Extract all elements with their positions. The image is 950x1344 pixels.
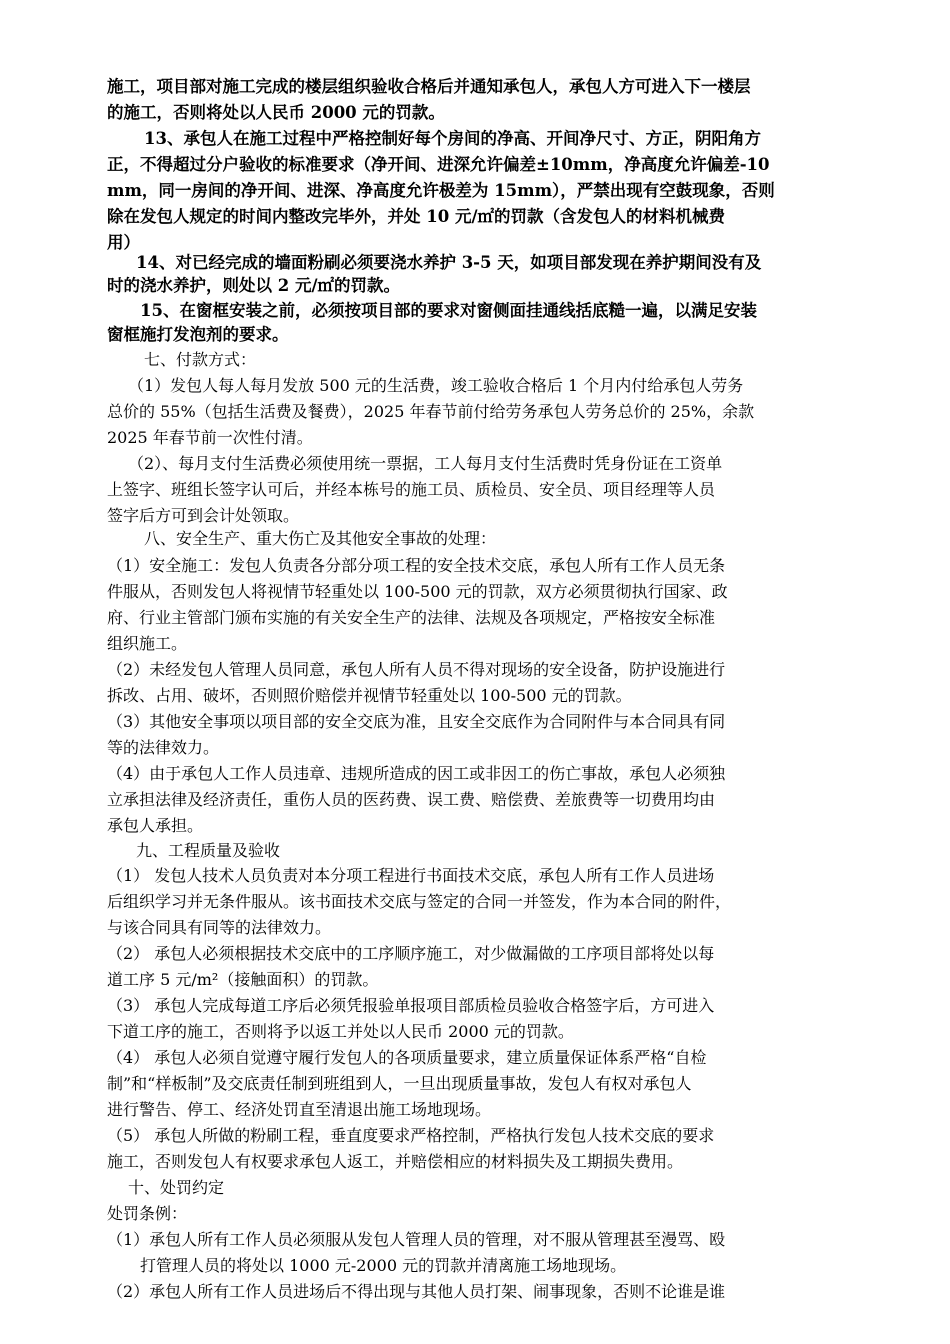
text-line: 件服从，否则发包人将视情节轻重处以 100-500 元的罚款，双方必须贯彻执行国家、政 xyxy=(107,582,728,601)
text-line: 府、行业主管部门颁布实施的有关安全生产的法律、法规及各项规定，严格按安全标准 xyxy=(107,608,716,627)
text-line: 道工序 5 元/m²（接触面积）的罚款。 xyxy=(107,970,379,989)
text-line: （5） 承包人所做的粉刷工程，垂直度要求严格控制，严格执行发包人技术交底的要求 xyxy=(107,1126,715,1145)
text-line: 与该合同具有同等的法律效力。 xyxy=(107,918,332,937)
text-line: 除在发包人规定的时间内整改完毕外，并处 10 元/㎡的罚款（含发包人的材料机械费 xyxy=(107,207,725,226)
text-line: （2）、每月支付生活费必须使用统一票据，工人每月支付生活费时凭身份证在工资单 xyxy=(128,454,723,473)
text-line: （4）由于承包人工作人员违章、违规所造成的因工或非因工的伤亡事故，承包人必须独 xyxy=(107,764,726,783)
text-line: 后组织学习并无条件服从。该书面技术交底与签定的合同一并签发，作为本合同的附件， xyxy=(107,892,732,911)
text-line: 制”和“样板制”及交底责任制到班组到人，一旦出现质量事故，发包人有权对承包人 xyxy=(107,1074,692,1093)
text-line: 承包人承担。 xyxy=(107,816,204,835)
text-line: 2025 年春节前一次性付清。 xyxy=(107,428,313,447)
section-heading-quality: 九、工程质量及验收 xyxy=(136,841,281,860)
text-line: 签字后方可到会计处领取。 xyxy=(107,506,300,525)
text-line: 窗框施打发泡剂的要求。 xyxy=(107,325,289,344)
text-line: （1）发包人每人每月发放 500 元的生活费，竣工验收合格后 1 个月内付给承包人劳务 xyxy=(128,376,744,395)
text-line: 时的浇水养护，则处以 2 元/㎡的罚款。 xyxy=(107,276,400,295)
text-line: 上签字、班组长签字认可后，并经本栋号的施工员、质检员、安全员、项目经理等人员 xyxy=(107,480,716,499)
text-line: 15、在窗框安装之前，必须按项目部的要求对窗侧面挂通线括底糙一遍，以满足安装 xyxy=(140,301,757,320)
section-subheading: 处罚条例： xyxy=(107,1204,188,1223)
text-line: （2）未经发包人管理人员同意，承包人所有人员不得对现场的安全设备，防护设施进行 xyxy=(107,660,726,679)
text-line: 组织施工。 xyxy=(107,634,188,653)
text-line: 施工，否则发包人有权要求承包人返工，并赔偿相应的材料损失及工期损失费用。 xyxy=(107,1152,684,1171)
text-line: 打管理人员的将处以 1000 元-2000 元的罚款并清离施工场地现场。 xyxy=(140,1256,627,1275)
text-line: （3）其他安全事项以项目部的安全交底为准，且安全交底作为合同附件与本合同具有同 xyxy=(107,712,726,731)
text-line: 用） xyxy=(107,233,140,252)
text-line: （2）承包人所有工作人员进场后不得出现与其他人员打架、闹事现象，否则不论谁是谁 xyxy=(107,1282,726,1301)
section-heading-safety: 八、安全生产、重大伤亡及其他安全事故的处理： xyxy=(144,529,497,548)
text-line: 下道工序的施工，否则将予以返工并处以人民币 2000 元的罚款。 xyxy=(107,1022,574,1041)
text-line: 14、对已经完成的墙面粉刷必须要浇水养护 3-5 天，如项目部发现在养护期间没有及 xyxy=(136,253,762,272)
section-heading-penalty: 十、处罚约定 xyxy=(128,1178,225,1197)
text-line: 等的法律效力。 xyxy=(107,738,220,757)
text-line: 总价的 55%（包括生活费及餐费），2025 年春节前付给劳务承包人劳务总价的 25%，余款 xyxy=(107,402,755,421)
text-line: （1）承包人所有工作人员必须服从发包人管理人员的管理，对不服从管理甚至漫骂、殴 xyxy=(107,1230,726,1249)
text-line: 立承担法律及经济责任，重伤人员的医药费、误工费、赔偿费、差旅费等一切费用均由 xyxy=(107,790,716,809)
text-line: （2） 承包人必须根据技术交底中的工序顺序施工，对少做漏做的工序项目部将处以每 xyxy=(107,944,715,963)
text-line: （4） 承包人必须自觉遵守履行发包人的各项质量要求，建立质量保证体系严格“自检 xyxy=(107,1048,707,1067)
text-line: 施工，项目部对施工完成的楼层组织验收合格后并通知承包人，承包人方可进入下一楼层 xyxy=(107,77,751,96)
text-line: （1） 发包人技术人员负责对本分项工程进行书面技术交底，承包人所有工作人员进场 xyxy=(107,866,715,885)
text-line: 正，不得超过分户验收的标准要求（净开间、进深允许偏差±10mm，净高度允许偏差-10 xyxy=(107,155,770,174)
text-line: 13、承包人在施工过程中严格控制好每个房间的净高、开间净尺寸、方正，阴阳角方 xyxy=(144,129,761,148)
text-line: mm，同一房间的净开间、进深、净高度允许极差为 15mm），严禁出现有空鼓现象，否则 xyxy=(107,181,775,200)
section-heading-payment: 七、付款方式： xyxy=(144,350,257,369)
text-line: 的施工，否则将处以人民币 2000 元的罚款。 xyxy=(107,103,445,122)
text-line: （1）安全施工：发包人负责各分部分项工程的安全技术交底，承包人所有工作人员无条 xyxy=(107,556,726,575)
text-line: 进行警告、停工、经济处罚直至清退出施工场地现场。 xyxy=(107,1100,492,1119)
text-line: （3） 承包人完成每道工序后必须凭报验单报项目部质检员验收合格签字后，方可进入 xyxy=(107,996,715,1015)
text-line: 拆改、占用、破坏，否则照价赔偿并视情节轻重处以 100-500 元的罚款。 xyxy=(107,686,632,705)
